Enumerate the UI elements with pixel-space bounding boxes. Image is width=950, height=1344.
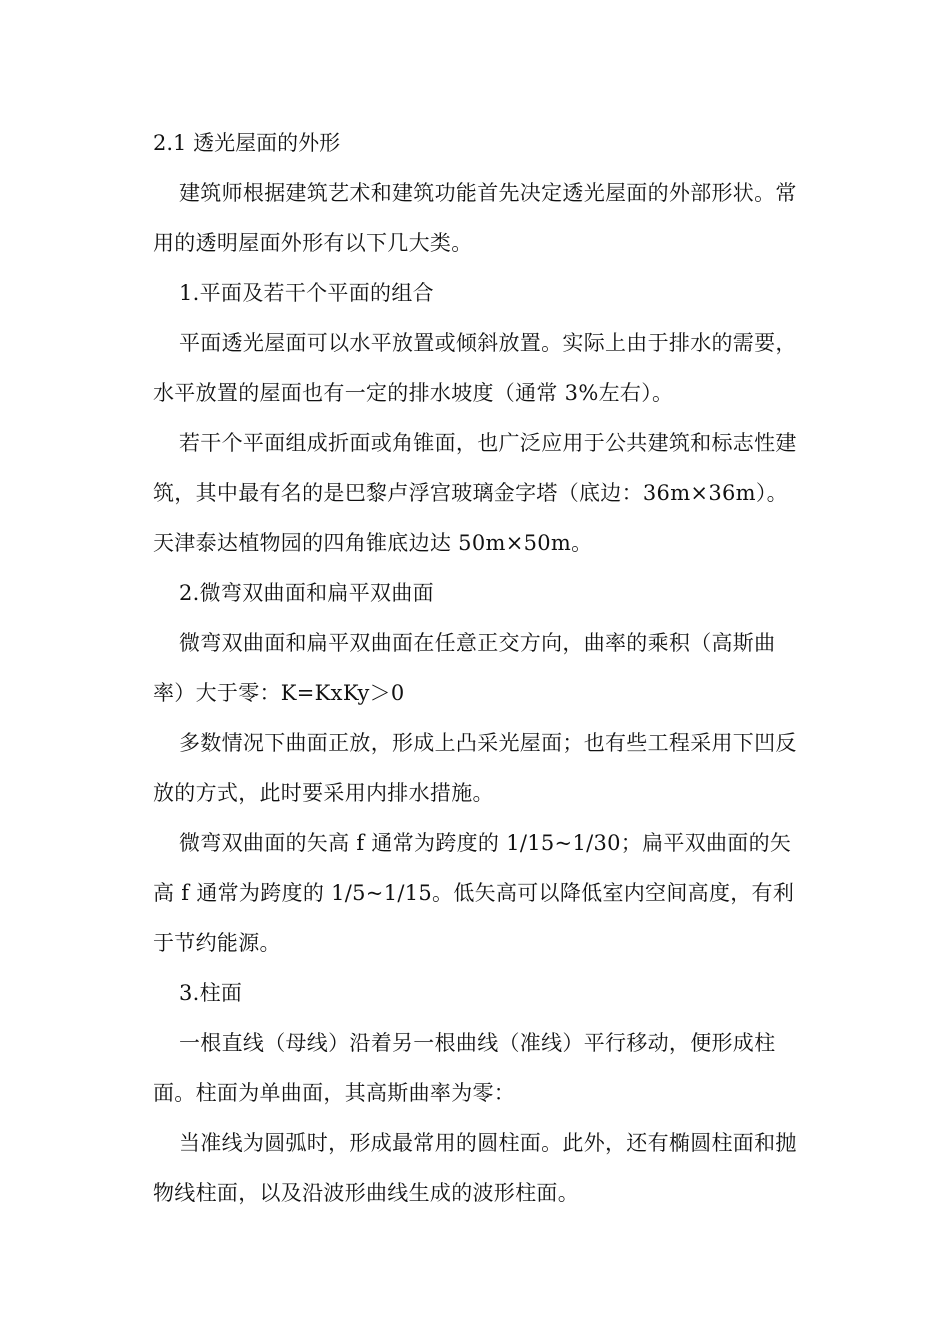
paragraph-gaussian-curvature: 微弯双曲面和扁平双曲面在任意正交方向，曲率的乘积（高斯曲率）大于零：K=KxKy＞0 bbox=[153, 631, 776, 705]
subheading-planes: 1.平面及若干个平面的组合 bbox=[179, 281, 434, 305]
paragraph-plane-roof: 平面透光屋面可以水平放置或倾斜放置。实际上由于排水的需要，水平放置的屋面也有一定的排水坡度（通常 3%左右）。 bbox=[153, 331, 797, 405]
paragraph-pyramid: 若干个平面组成折面或角锥面，也广泛应用于公共建筑和标志性建筑，其中最有名的是巴黎卢浮宫玻璃金字塔（底边：36m×36m）。天津泰达植物园的四角锥底边达 50m×50m。 bbox=[153, 431, 797, 555]
paragraph-rise-ratio: 微弯双曲面的矢高 f 通常为跨度的 1/15~1/30；扁平双曲面的矢高 f 通常为跨度的 1/5~1/15。低矢高可以降低室内空间高度，有利于节约能源。 bbox=[153, 831, 795, 955]
paragraph-intro: 建筑师根据建筑艺术和建筑功能首先决定透光屋面的外部形状。常用的透明屋面外形有以下几大类。 bbox=[153, 181, 797, 255]
paragraph-drainage: 多数情况下曲面正放，形成上凸采光屋面；也有些工程采用下凹反放的方式，此时要采用内排水措施。 bbox=[153, 731, 797, 805]
paragraph-cylinder-types: 当准线为圆弧时，形成最常用的圆柱面。此外，还有椭圆柱面和抛物线柱面，以及沿波形曲线生成的波形柱面。 bbox=[153, 1131, 797, 1205]
subheading-cylinder: 3.柱面 bbox=[179, 981, 243, 1005]
subheading-double-curved: 2.微弯双曲面和扁平双曲面 bbox=[179, 581, 434, 605]
section-title: 2.1 透光屋面的外形 bbox=[153, 131, 341, 155]
paragraph-cylinder-definition: 一根直线（母线）沿着另一根曲线（准线）平行移动，便形成柱面。柱面为单曲面，其高斯曲率为零： bbox=[153, 1031, 776, 1105]
document-body bbox=[153, 118, 803, 1218]
